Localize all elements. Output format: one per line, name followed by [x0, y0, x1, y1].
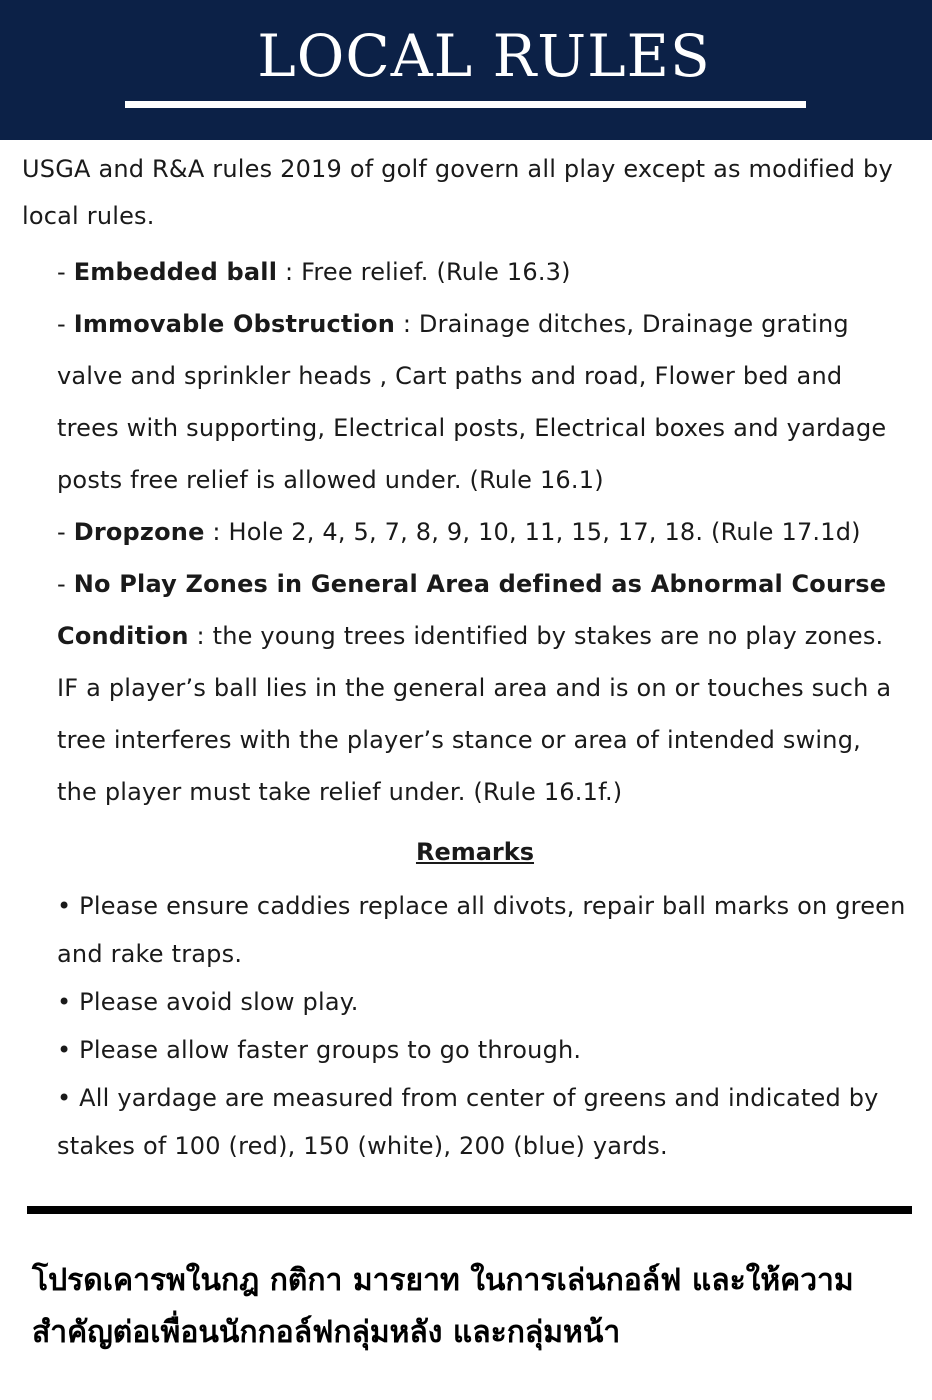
remark-item: • All yardage are measured from center of greens and indicated by stakes of 100 (red), 150 (white), 200 (blue) yards.	[57, 1084, 879, 1160]
thai-notice-line-2: สำคัญต่อเพื่อนนักกอล์ฟกลุ่มหลัง และกลุ่มหน้า	[32, 1315, 621, 1350]
thai-notice-line-1: โปรดเคารพในกฎ กติกา มารยาท ในการเล่นกอล์ฟ และให้ความ	[32, 1263, 854, 1298]
thai-notice	[32, 1255, 912, 1359]
remarks-list	[57, 882, 907, 1170]
remark-item: • Please ensure caddies replace all divots, repair ball marks on green and rake traps.	[57, 892, 906, 968]
remark-item: • Please allow faster groups to go through.	[57, 1036, 582, 1064]
rule-text: : Hole 2, 4, 5, 7, 8, 9, 10, 11, 15, 17, 18. (Rule 17.1d)	[204, 518, 861, 546]
rule-prefix: -	[57, 518, 74, 546]
rule-no-play-zones	[57, 558, 907, 818]
header-underline	[125, 101, 806, 108]
rule-term: Dropzone	[73, 518, 205, 546]
remarks-heading: Remarks	[415, 838, 535, 866]
local-rules-list	[57, 246, 907, 818]
section-divider	[27, 1206, 912, 1214]
rule-term: Embedded ball	[73, 258, 278, 286]
header-banner	[0, 0, 932, 140]
rule-term: No Play Zones in General Area defined as Abnormal Course Condition	[57, 570, 887, 650]
rule-text: : Drainage ditches, Drainage grating valve and sprinkler heads , Cart paths and road, Flower bed and trees with supporting, Electrical posts, Electrical boxes and yardage posts free relief is allowed under. (Rule 16.1)	[57, 310, 887, 494]
intro-paragraph: USGA and R&A rules 2019 of golf govern all play except as modified by local rules.	[22, 155, 893, 230]
rule-text: : the young trees identified by stakes are no play zones. IF a player’s ball lies in the general area and is on or touches such a tree interferes with the player’s stance or area of intended swing, the player must take relief under. (Rule 16.1f.)	[57, 622, 892, 806]
rule-immovable-obstruction	[57, 298, 907, 506]
page-title: LOCAL RULES	[257, 22, 711, 90]
rule-dropzone	[57, 506, 907, 558]
rule-term: Immovable Obstruction	[73, 310, 395, 338]
rule-prefix: -	[57, 310, 74, 338]
remark-item: • Please avoid slow play.	[57, 988, 359, 1016]
rule-text: : Free relief. (Rule 16.3)	[277, 258, 571, 286]
rule-embedded-ball	[57, 246, 907, 298]
rule-prefix: -	[57, 258, 74, 286]
rule-prefix: -	[57, 570, 74, 598]
